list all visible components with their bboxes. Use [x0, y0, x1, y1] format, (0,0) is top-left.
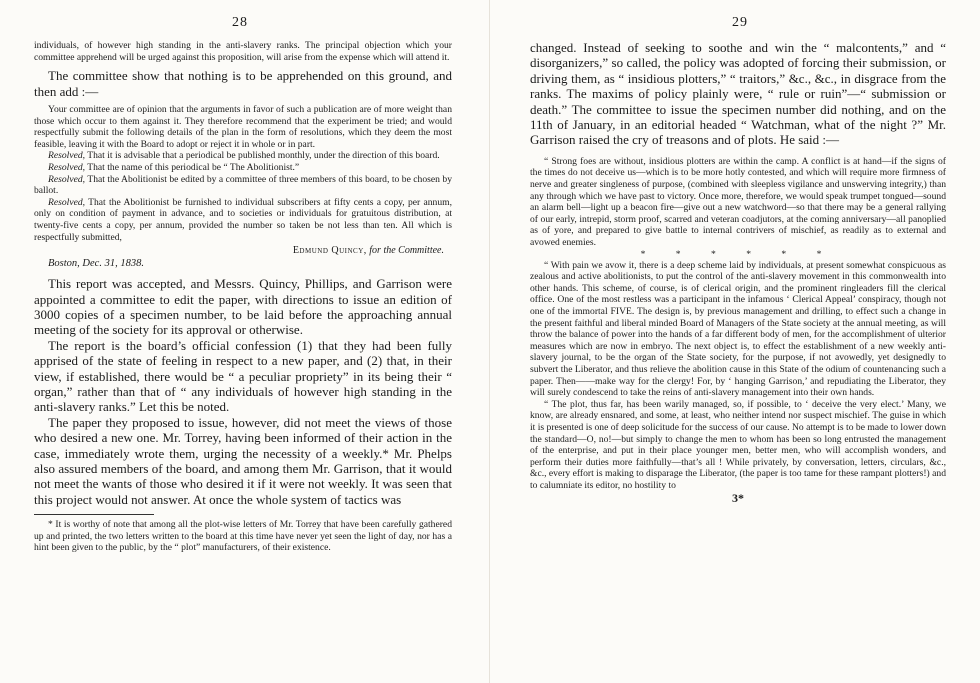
- right-page-text: [530, 40, 946, 505]
- signature-name: Edmund Quincy,: [292, 245, 367, 257]
- paragraph-report-accepted: This report was accepted, and Messrs. Quincy, Phillips, and Garrison were appointed a committee to edit the paper, with directions to issue an edition of 3000 copies of a specimen number, to be laid before the approaching annual meeting of the society for its approval or otherwise.: [34, 276, 452, 338]
- date-line: Boston, Dec. 31, 1838.: [48, 258, 144, 270]
- quote-plot-managed: “ The plot, thus far, has been warily managed, so, if possible, to ‘ deceive the very elect.’ Many, we know, are already ensnared, and some, at least, who neither intend nor suspect mischief. The guise in which it is presented is one of deep solicitude for the success of our cause. No attempt is to be made to lower down the standard—O, no!—but simply to change the men to whom has been so long entrusted the management of the enterprise, and put in their place younger men, better men, who will accomplish wonders, and perform their duties more faithfully—that’s all ! While privately, by conversation, letters, circulars, &c., &c., every effort is making to disparage the Liberator, (the paper is too tame for these rampant plotters!) and to calumniate its editor, no hostility to: [530, 398, 946, 491]
- signature-line: [34, 244, 452, 257]
- quote-strong-foes: “ Strong foes are without, insidious plotters are within the camp. A conflict is at hand—if the signs of the times do not deceive us—which is to be more hotly contested, and which will require more firmness of nerve and greater singleness of purpose, (combined with sleepless vigilance and unswerving integrity,) than any through which we have past to victory. Once more, therefore, we would speak trumpet tongued—sound an alarm bell—light up a beacon fire—give out a new watchword—so that there may be a general rallying of our early, intrepid, storm proof, scarred and veteran coadjutors, at the coming anniversary—all panoplied as of yore, and prepared to give battle to internal contrivers of mischief, as readily as to external and avowed enemies.: [530, 155, 946, 248]
- paragraph-paper-proposed: The paper they proposed to issue, however, did not meet the views of those who desired a new one. Mr. Torrey, having been informed of their action in the case, immediately wrote them, urging the necessity of a weekly.* Mr. Phelps also assured members of the board, and among them Mr. Garrison, that it would not meet the wants of those who desired it if it were not weekly. It was seen that this project would not answer. At once the whole system of tactics was: [34, 414, 452, 507]
- left-page: [0, 0, 486, 683]
- resolution-3-label: Resolved,: [48, 173, 86, 185]
- resolution-1: [34, 150, 452, 162]
- paragraph-committee-show: The committee show that nothing is to be apprehended on this ground, and then add :—: [34, 68, 452, 99]
- footnote-rule: [34, 514, 154, 515]
- resolution-1-text: That it is advisable that a periodical be published monthly, under the direction of this board.: [87, 150, 440, 162]
- right-page: [494, 0, 980, 683]
- page-number-left: 28: [232, 15, 248, 30]
- signature-mark: 3*: [732, 491, 744, 506]
- resolution-1-label: Resolved,: [48, 150, 86, 162]
- quote-deep-scheme: “ With pain we avow it, there is a deep scheme laid by individuals, at present somewhat conspicuous as zealous and active abolitionists, to put the control of the anti-slavery movement in this commonwealth into other hands. This scheme, of course, is of clerical origin, and the prominent ringleaders fill the clerical office. One of the most restless was a participant in the infamous ‘ Clerical Appeal’ conspiracy, though not one of the immortal FIVE. The design is, by previous management and drilling, to effect such a change in the present faithful and liberal minded Board of Managers of the State society at the annual meeting, as will throw the balance of power into the hands of a far different body of men, for the accomplishment of ulterior measures which are now in embryo. The next object is, to effect the establishment of a new weekly anti-slavery journal, to be the organ of the State society, for the purpose, if not avowedly, yet designedly to subvert the Liberator, and thus relieve the abolition cause in this State of the odium of countenancing such a paper. Then——make way for the clergy! For, by ‘ hanging Garrison,’ and repudiating the Liberator, they will surely condescend to take the reins of anti-slavery management into their own hands.: [530, 259, 946, 399]
- page-number-right: 29: [732, 15, 748, 30]
- signature-role: for the Committee.: [369, 245, 444, 257]
- paragraph-continuation: individuals, of however high standing in the anti-slavery ranks. The principal objection which your committee apprehend will be urged against this proposition, will arise from the expense which will attend it.: [34, 40, 452, 63]
- resolution-2: [34, 162, 452, 174]
- paragraph-official-confession: The report is the board’s official confession (1) that they had been fully apprised of the state of feeling in respect to a new paper, and (2) that, in their view, if established, there would be “ a peculiar propriety” in its being their “ organ,” rather than that of “ any individuals of however high standing in the anti-slavery ranks.” Let this be noted.: [34, 337, 452, 415]
- resolution-2-text: That the name of this periodical be “ The Abolitionist.”: [87, 161, 300, 173]
- resolution-3-text: That the Abolitionist be edited by a committee of three members of this board, to be chosen by ballot.: [34, 173, 453, 197]
- resolution-4-label: Resolved,: [48, 196, 86, 208]
- page-gutter: [489, 0, 490, 683]
- paragraph-changed-policy: changed. Instead of seeking to soothe and win the “ malcontents,” and “ disorganizers,” so called, the policy was adopted of forcing their submission, or driving them, as “ insidious plotters,” “ traitors,” &c., &c., in disgrace from the ranks. The maxims of policy plainly were, “ rule or ruin”—“ submission or death.” The committee to issue the specimen number did nothing, and on the 11th of January, in an editorial headed “ Watchman, what of the night ?” Mr. Garrison raised the cry of treasons and of plots. He said :—: [530, 40, 946, 148]
- resolution-4-text: That the Abolitionist be furnished to individual subscribers at fifty cents a copy, per annum, only on condition of payment in advance, and to societies or individuals for gratuitous distribution, at twenty-five cents a copy, per annum, provided the number so taken be not less than ten. All which is respectfully submitted,: [34, 196, 452, 243]
- ellipsis-stars: * * * * * *: [640, 248, 836, 260]
- resolution-2-label: Resolved,: [48, 161, 86, 173]
- resolution-3: [34, 174, 452, 197]
- left-page-text: [34, 40, 452, 554]
- resolution-4: [34, 197, 452, 243]
- footnote: * It is worthy of note that among all the plot-wise letters of Mr. Torrey that have been carefully gathered up and printed, the two letters written to the board at this time have never yet seen the light of day, nor has a hint been given to the public, by the “ plot” manufacturers, of their existence.: [34, 519, 452, 554]
- paragraph-committee-opinion: Your committee are of opinion that the arguments in favor of such a publication are of more weight than those which occur to them against it. They therefore recommend that the experiment be tried; and would respectfully submit the following details of the plan in the form of resolutions, which they deem the most feasible, leaving it with the Board to adopt or reject it in whole or in part.: [34, 104, 452, 150]
